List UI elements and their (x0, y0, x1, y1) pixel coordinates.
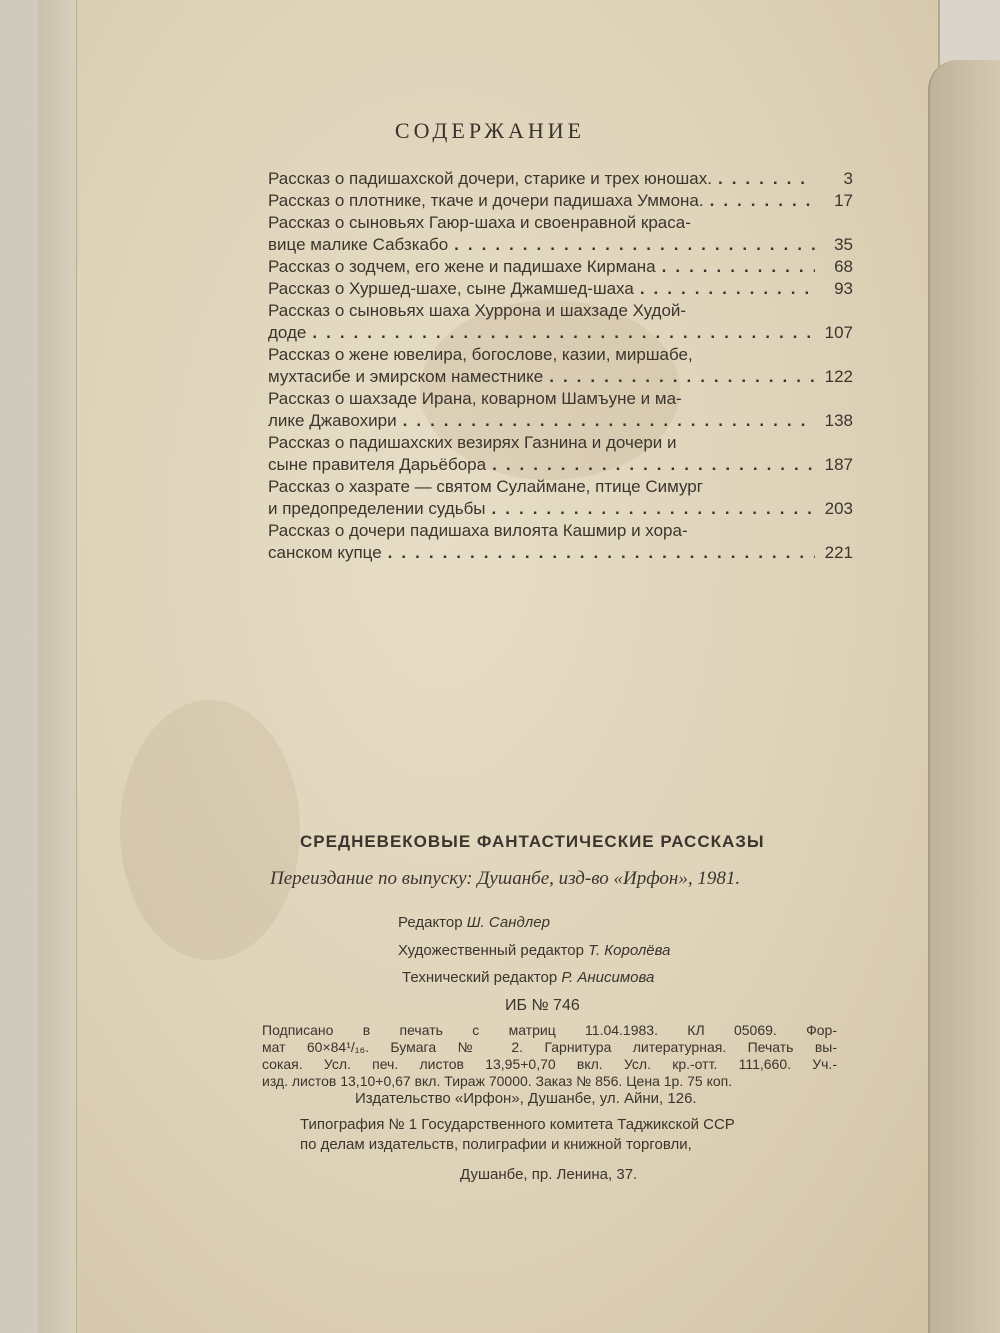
toc-entry-title: санском купце (268, 543, 382, 562)
paper-stain (120, 700, 300, 960)
toc-page-number: 68 (834, 257, 853, 276)
tech-editor-name: Р. Анисимова (561, 969, 655, 986)
toc-entry (268, 278, 853, 300)
printer-address: Душанбе, пр. Ленина, 37. (460, 1166, 638, 1183)
toc-line (268, 278, 853, 300)
toc-line (268, 432, 853, 454)
toc-leader-dots (543, 366, 815, 388)
printer-line-1: Типография № 1 Государственного комитета Таджикской ССР (300, 1116, 735, 1133)
imprint-line: Подписано в печать с матриц 11.04.1983. КЛ 05069. Фор- (262, 1022, 837, 1038)
toc-page-number: 221 (824, 543, 853, 562)
toc-entry-title: Рассказ о шахзаде Ирана, коварном Шамъуне и ма- (268, 389, 682, 408)
toc-title: СОДЕРЖАНИЕ (394, 118, 586, 143)
toc-line (268, 454, 853, 476)
toc-leader-dots (486, 498, 815, 520)
toc-line (268, 322, 853, 344)
toc-line (268, 300, 853, 322)
toc-line (268, 366, 853, 388)
toc-entry-title: Рассказ о падишахской дочери, старике и трех юношах. (268, 169, 712, 188)
toc-leader-dots (704, 190, 815, 212)
publisher-line: Издательство «Ирфон», Душанбе, ул. Айни, 126. (355, 1090, 697, 1107)
toc-line (268, 212, 853, 234)
toc-entry (268, 476, 853, 520)
tech-editor-credit (402, 969, 654, 986)
printer-line-2: по делам издательств, полиграфии и книжной торговли, (300, 1136, 692, 1153)
toc-line (268, 520, 853, 542)
toc-entry-title: Рассказ о плотнике, ткаче и дочери падишаха Уммона. (268, 191, 704, 210)
toc-entry-title: Рассказ о сыновьях шаха Хуррона и шахзаде Худой- (268, 301, 687, 320)
toc-line (268, 344, 853, 366)
toc-entry (268, 212, 853, 256)
toc-line (268, 256, 853, 278)
toc-line (268, 388, 853, 410)
toc-page-number: 187 (824, 455, 853, 474)
book-title: СРЕДНЕВЕКОВЫЕ ФАНТАСТИЧЕСКИЕ РАССКАЗЫ (300, 832, 765, 851)
toc-leader-dots (656, 256, 815, 278)
toc-leader-dots (397, 410, 815, 432)
art-editor-name: Т. Королёва (588, 942, 671, 959)
toc-entry-title: лике Джавохири (268, 411, 397, 430)
tech-editor-label: Технический редактор (402, 969, 558, 986)
toc-entry-title: Рассказ о падишахских везирях Газнина и дочери и (268, 433, 677, 452)
toc-leader-dots (634, 278, 815, 300)
toc-page-number: 122 (824, 367, 853, 386)
toc-entry (268, 432, 853, 476)
toc-entry (268, 344, 853, 388)
toc-leader-dots (712, 168, 815, 190)
toc-entry-title: вице малике Сабзкабо (268, 235, 449, 254)
toc-entry-title: и предопределении судьбы (268, 499, 486, 518)
toc-line (268, 234, 853, 256)
toc-entry-title: сыне правителя Дарьёбора (268, 455, 487, 474)
toc-line (268, 410, 853, 432)
toc-entry-title: Рассказ о хазрате — святом Сулаймане, птице Симург (268, 477, 703, 496)
toc-leader-dots (486, 454, 815, 476)
toc-entry-title: мухтасибе и эмирском наместнике (268, 367, 544, 386)
imprint-line: сокая. Усл. печ. листов 13,95+0,70 вкл. Усл. кр.-отт. 111,660. Уч.- (262, 1056, 837, 1072)
toc-page-number: 93 (834, 279, 853, 298)
adjacent-page-edge (928, 60, 1000, 1333)
editor-label: Редактор (398, 914, 463, 931)
editor-credit (398, 914, 550, 931)
toc-line (268, 476, 853, 498)
toc-entry (268, 300, 853, 344)
editor-name: Ш. Сандлер (466, 914, 550, 931)
toc-entry-title: Рассказ о сыновьях Гаюр-шаха и своенравной краса- (268, 213, 691, 232)
toc-entry-title: Рассказ о дочери падишаха вилоята Кашмир и хора- (268, 521, 688, 540)
toc-entry-title: Рассказ о Хуршед-шахе, сыне Джамшед-шаха (268, 279, 634, 298)
toc-leader-dots (382, 542, 815, 564)
toc-entry (268, 168, 853, 190)
toc-entry (268, 388, 853, 432)
imprint-block (262, 1022, 837, 1090)
toc-line (268, 498, 853, 520)
toc-page-number: 35 (834, 235, 853, 254)
toc-leader-dots (448, 234, 815, 256)
ib-number: ИБ № 746 (505, 997, 580, 1014)
toc-leader-dots (306, 322, 815, 344)
imprint-line: мат 60×84¹/₁₆. Бумага № 2. Гарнитура литературная. Печать вы- (262, 1039, 837, 1055)
art-editor-credit (398, 942, 671, 959)
toc-line (268, 542, 853, 564)
toc-page-number: 203 (824, 499, 853, 518)
art-editor-label: Художественный редактор (398, 942, 584, 959)
toc-entry (268, 256, 853, 278)
toc-entry (268, 520, 853, 564)
toc-page-number: 107 (824, 323, 853, 342)
reissue-note: Переиздание по выпуску: Душанбе, изд-во «Ирфон», 1981. (270, 868, 741, 889)
toc-page-number: 138 (824, 411, 853, 430)
toc-line (268, 168, 853, 190)
imprint-line: изд. листов 13,10+0,67 вкл. Тираж 70000. Заказ № 856. Цена 1р. 75 коп. (262, 1073, 733, 1089)
table-of-contents (268, 168, 853, 564)
toc-page-number: 3 (843, 169, 853, 188)
toc-entry-title: доде (268, 323, 307, 342)
toc-page-number: 17 (834, 191, 853, 210)
toc-entry-title: Рассказ о жене ювелира, богослове, казии, миршабе, (268, 345, 693, 364)
book-spine (38, 0, 77, 1333)
toc-entry (268, 190, 853, 212)
toc-entry-title: Рассказ о зодчем, его жене и падишахе Кирмана (268, 257, 656, 276)
toc-line (268, 190, 853, 212)
